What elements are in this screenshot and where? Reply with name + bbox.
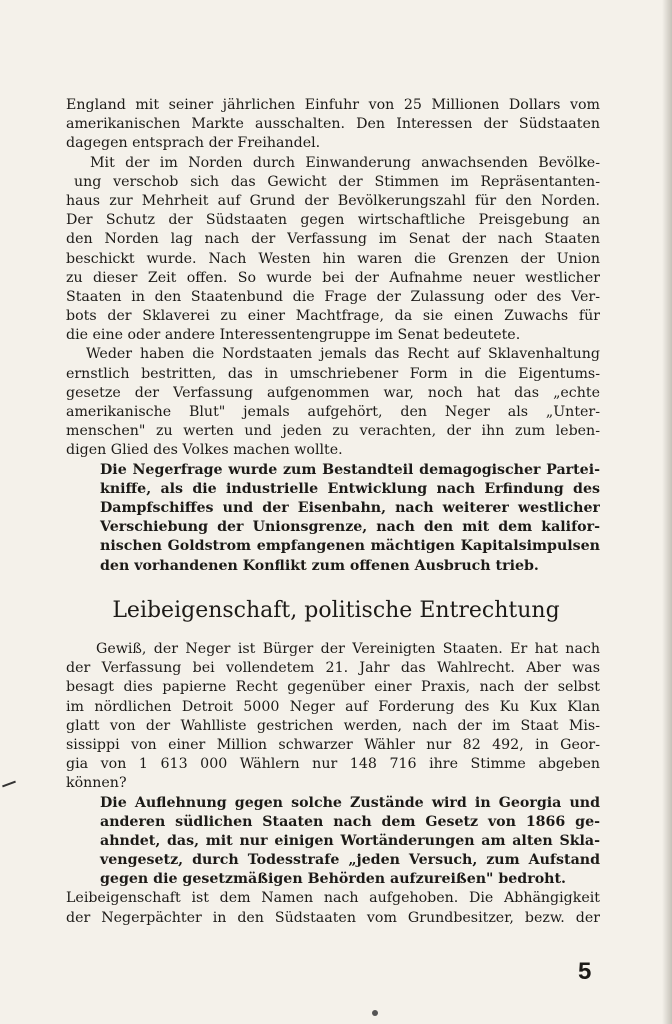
text-line: Der Schutz der Südstaaten gegen wirtschaftliche Preisgebung an	[66, 212, 600, 229]
text-line: bots der Sklaverei zu einer Machtfrage, da sie einen Zuwachs für	[66, 308, 600, 325]
bold-text-line: nischen Goldstrom empfangenen mächtigen Kapitalsimpulsen	[100, 538, 600, 555]
text-line: ung verschob sich das Gewicht der Stimmen im Repräsentanten-	[74, 173, 600, 190]
bold-text-line: anderen südlichen Staaten nach dem Gesetz von 1866 ge-	[100, 813, 600, 830]
text-top	[66, 96, 600, 576]
text-line: besagt dies papierne Recht gegenüber einer Praxis, nach der selbst	[66, 679, 600, 696]
bottom-margin-mark	[372, 1010, 378, 1016]
bold-text-line: kniffe, als die industrielle Entwicklung nach Erfindung des	[100, 480, 600, 497]
text-line: Staaten in den Staatenbund die Frage der Zulassung oder des Ver-	[66, 288, 600, 305]
page-edge-shadow	[662, 0, 672, 1024]
bold-text-line: vengesetz, durch Todesstrafe „jeden Versuch, zum Aufstand	[100, 852, 600, 869]
text-line: Leibeigenschaft ist dem Namen nach aufgehoben. Die Abhängigkeit	[66, 890, 600, 907]
text-line: amerikanische Blut" jemals aufgehört, den Neger als „Unter-	[66, 404, 600, 420]
bold-text-line: Dampfschiffes und der Eisenbahn, nach weiterer westlicher	[100, 499, 600, 516]
section-heading: Leibeigenschaft, politische Entrechtung	[112, 598, 560, 623]
text-line: menschen" zu werten und jeden zu verachten, der ihn zum leben-	[66, 423, 600, 440]
text-bottom	[66, 640, 600, 928]
text-line: glatt von der Wahlliste gestrichen werden, nach der im Staat Mis-	[66, 717, 600, 734]
bold-text-line: Verschiebung der Unionsgrenze, nach den mit dem kalifor-	[100, 519, 600, 536]
text-line: amerikanischen Markte ausschalten. Den Interessen der Südstaaten	[66, 116, 600, 133]
text-line: dagegen entsprach der Freihandel.	[66, 135, 321, 152]
text-line: haus zur Mehrheit auf Grund der Bevölkerungszahl für den Norden.	[66, 192, 600, 209]
text-line: ernstlich bestritten, das in umschriebener Form in die Eigentums-	[66, 365, 600, 382]
text-line: können?	[66, 775, 127, 792]
text-line: im nördlichen Detroit 5000 Neger auf Forderung des Ku Kux Klan	[66, 698, 600, 715]
text-line: die eine oder andere Interessentengruppe im Senat bedeutete.	[66, 327, 521, 344]
text-line: gesetze der Verfassung aufgenommen war, noch hat das „echte	[66, 384, 600, 401]
text-line: Weder haben die Nordstaaten jemals das Recht auf Sklavenhaltung	[86, 346, 600, 363]
text-line: den Norden lag nach der Verfassung im Senat der nach Staaten	[66, 231, 600, 248]
bold-text-line: Die Negerfrage wurde zum Bestandteil demagogischer Partei-	[100, 461, 600, 478]
bold-text-line: Die Auflehnung gegen solche Zustände wird in Georgia und	[100, 794, 600, 811]
bold-text-line: den vorhandenen Konflikt zum offenen Ausbruch trieb.	[100, 557, 539, 574]
text-line: der Negerpächter in den Südstaaten vom Grundbesitzer, bezw. der	[66, 909, 600, 926]
text-line: Gewiß, der Neger ist Bürger der Vereinigten Staaten. Er hat nach	[96, 641, 600, 657]
text-line: England mit seiner jährlichen Einfuhr von 25 Millionen Dollars vom	[66, 97, 600, 113]
page-number: 5	[578, 958, 592, 985]
text-line: zu dieser Zeit offen. So wurde bei der Aufnahme neuer westlicher	[66, 269, 600, 286]
text-line: gia von 1 613 000 Wählern nur 148 716 ihre Stimme abgeben	[66, 756, 600, 773]
text-line: der Verfassung bei vollendetem 21. Jahr das Wahlrecht. Aber was	[66, 660, 600, 677]
bold-text-line: gegen die gesetzmäßigen Behörden aufzureißen" bedroht.	[100, 871, 566, 888]
text-line: beschickt wurde. Nach Westen hin waren die Grenzen der Union	[66, 250, 600, 267]
text-line: digen Glied des Volkes machen wollte.	[66, 442, 343, 459]
bold-text-line: ahndet, das, mit nur einigen Wortänderungen am alten Skla-	[100, 832, 600, 849]
text-line: sissippi von einer Million schwarzer Wähler nur 82 492, in Geor-	[66, 736, 600, 753]
text-line: Mit der im Norden durch Einwanderung anwachsenden Bevölke-	[90, 154, 600, 171]
margin-pencil-mark	[2, 781, 16, 788]
